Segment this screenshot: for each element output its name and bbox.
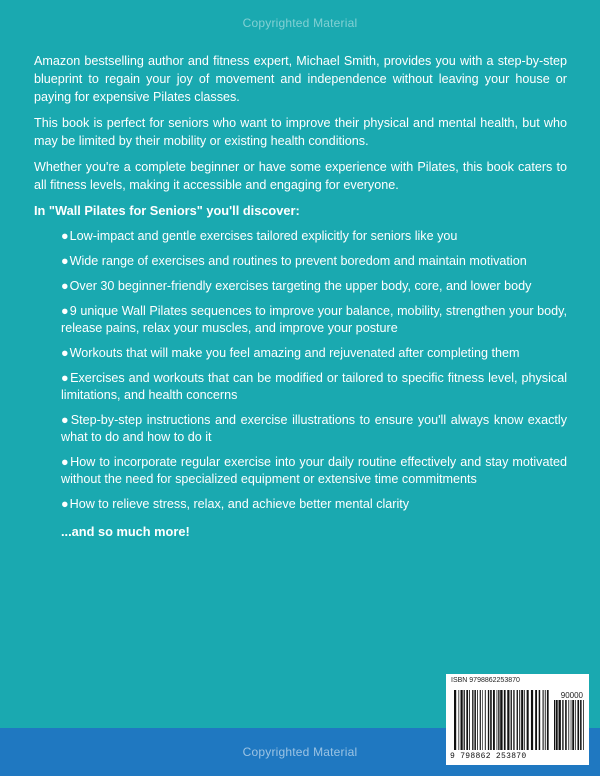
benefit-item <box>61 454 567 488</box>
benefit-item <box>61 303 567 337</box>
barcode-bar <box>482 690 483 750</box>
bullet-icon: ● <box>61 254 69 268</box>
barcode-bar <box>531 690 533 750</box>
barcode-bar <box>527 690 529 750</box>
barcode-bar <box>460 690 462 750</box>
barcode-bar <box>466 690 468 750</box>
benefit-item <box>61 228 567 245</box>
barcode-bar <box>474 690 475 750</box>
closing-line: ...and so much more! <box>61 524 190 539</box>
isbn-digits: 9 798862 253870 <box>450 752 527 761</box>
intro-paragraph-2: This book is perfect for seniors who want to improve their physical and mental health, but who may be limited by their mobility or existing health conditions. <box>34 116 567 148</box>
barcode-addon-bars-icon <box>554 700 585 750</box>
barcode-bar <box>559 700 561 750</box>
benefit-text: How to relieve stress, relax, and achieve better mental clarity <box>69 497 410 511</box>
barcode-bar <box>577 700 579 750</box>
intro-paragraph-3: Whether you're a complete beginner or have some experience with Pilates, this book caters to all fitness levels, making it accessible and engaging for everyone. <box>34 160 567 192</box>
barcode-bar <box>464 690 465 750</box>
barcode-bar <box>490 690 492 750</box>
bullet-icon: ● <box>61 279 69 293</box>
barcode-bar <box>472 690 473 750</box>
isbn-label: ISBN 9798862253870 <box>451 677 520 684</box>
barcode-bar <box>504 690 506 750</box>
barcode-bar <box>519 690 520 750</box>
barcode-bar <box>488 690 489 750</box>
benefit-item <box>61 345 567 362</box>
barcode-bar <box>572 700 574 750</box>
barcode-bar <box>575 700 576 750</box>
barcode-bars-icon <box>454 690 550 750</box>
barcode-bar <box>547 690 549 750</box>
benefit-list <box>34 228 567 513</box>
barcode-bar <box>517 690 518 750</box>
benefit-text: Wide range of exercises and routines to prevent boredom and maintain motivation <box>69 254 527 268</box>
barcode-bar <box>480 690 481 750</box>
barcode-bar <box>524 690 525 750</box>
bullet-icon: ● <box>61 413 70 427</box>
barcode-bar <box>545 690 546 750</box>
barcode-bar <box>571 700 572 750</box>
bullet-icon: ● <box>61 304 69 318</box>
barcode-bar <box>454 690 456 750</box>
bullet-icon: ● <box>61 346 69 360</box>
barcode-bar <box>507 690 509 750</box>
barcode-bar <box>556 700 558 750</box>
barcode-bar <box>477 690 478 750</box>
benefit-text: Exercises and workouts that can be modified or tailored to specific fitness level, physical limitations, and health concerns <box>61 371 567 402</box>
barcode-bar <box>513 690 514 750</box>
barcode-bar <box>554 700 555 750</box>
barcode-bar <box>469 690 470 750</box>
barcode-bar <box>583 700 584 750</box>
watermark-bottom: Copyrighted Material <box>242 745 358 759</box>
barcode-bar <box>568 700 569 750</box>
barcode-bar <box>493 690 495 750</box>
barcode-bar <box>539 690 541 750</box>
barcode-bar <box>580 700 582 750</box>
watermark-top: Copyrighted Material <box>242 16 358 30</box>
barcode-bar <box>511 690 512 750</box>
benefit-text: 9 unique Wall Pilates sequences to improve your balance, mobility, strengthen your body, release pains, relax your muscles, and improve your posture <box>61 304 568 335</box>
cover-copy <box>34 52 567 541</box>
benefit-item <box>61 412 567 446</box>
discover-heading: In "Wall Pilates for Seniors" you'll discover: <box>34 203 300 218</box>
barcode-bar <box>521 690 523 750</box>
benefit-text: Workouts that will make you feel amazing and rejuvenated after completing them <box>69 346 520 360</box>
bullet-icon: ● <box>61 455 70 469</box>
benefit-text: Step-by-step instructions and exercise illustrations to ensure you'll always know exactly what to do and how to do it <box>61 413 568 444</box>
benefit-item <box>61 370 567 404</box>
barcode-bar <box>543 690 544 750</box>
price-code: 90000 <box>560 691 583 700</box>
bullet-icon: ● <box>61 371 70 385</box>
barcode-bar <box>562 700 563 750</box>
bullet-icon: ● <box>61 497 69 511</box>
intro-paragraph-1: Amazon bestselling author and fitness expert, Michael Smith, provides you with a step-by-step blueprint to regain your joy of movement and independence without leaving your house or paying for expensive Pilates classes. <box>34 54 567 104</box>
benefit-item <box>61 496 567 513</box>
benefit-item <box>61 253 567 270</box>
barcode-bar <box>565 700 567 750</box>
barcode-bar <box>535 690 537 750</box>
benefit-text: How to incorporate regular exercise into your daily routine effectively and stay motivated without the need for specialized equipment or extensive time commitments <box>61 455 567 486</box>
benefit-item <box>61 278 567 295</box>
barcode-bar <box>500 690 502 750</box>
barcode-bar <box>485 690 486 750</box>
bullet-icon: ● <box>61 229 69 243</box>
benefit-text: Over 30 beginner-friendly exercises targeting the upper body, core, and lower body <box>69 279 532 293</box>
barcode-bar <box>498 690 499 750</box>
benefit-text: Low-impact and gentle exercises tailored explicitly for seniors like you <box>69 229 458 243</box>
barcode-bar <box>458 690 459 750</box>
barcode-bar <box>497 690 498 750</box>
